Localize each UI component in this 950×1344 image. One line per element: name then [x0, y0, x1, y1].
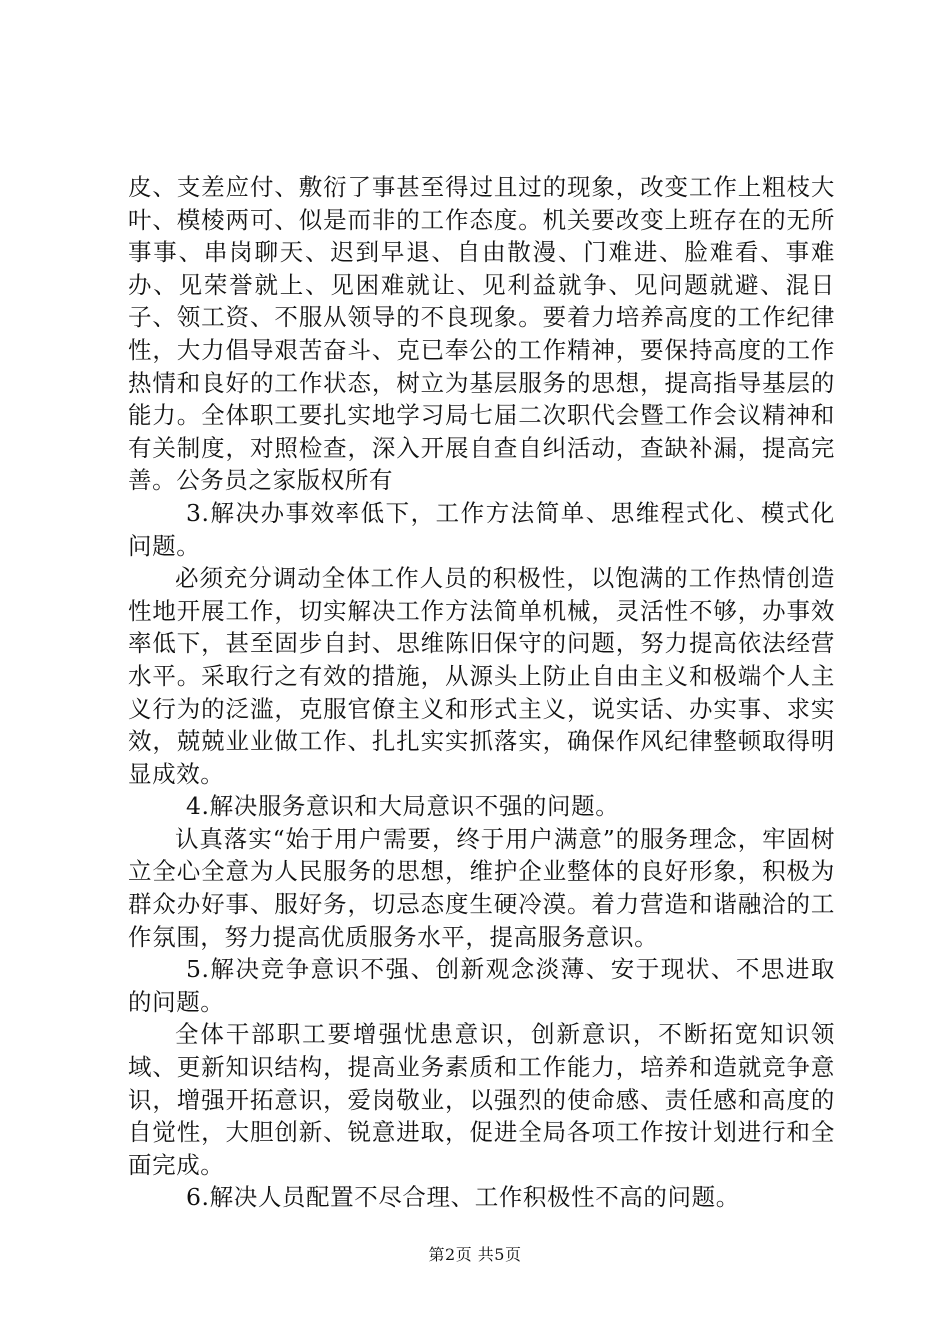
paragraph-continued-discipline: 皮、支差应付、敷衍了事甚至得过且过的现象，改变工作上粗枝大叶、模棱两可、似是而非的工作态度。机关要改变上班存在的无所事事、串岗聊天、迟到早退、自由散漫、门难进、脸难看、事难办、见荣誉就上、见困难就让、见利益就争、见问题就避、混日子、领工资、不服从领导的不良现象。要着力培养高度的工作纪律性，大力倡导艰苦奋斗、克已奉公的工作精神，要保持高度的工作热情和良好的工作状态，树立为基层服务的思想，提高指导基层的能力。全体职工要扎实地学习局七届二次职代会暨工作会议精神和有关制度，对照检查，深入开展自查自纠活动，查缺补漏，提高完善。公务员之家版权所有: [128, 173, 835, 495]
section-heading-5: 5.解决竞争意识不强、创新观念淡薄、安于现状、不思进取的问题。: [128, 955, 835, 1016]
paragraph-innovation: 全体干部职工要增强忧患意识，创新意识，不断拓宽知识领域、更新知识结构，提高业务素质和工作能力，培养和造就竞争意识，增强开拓意识，爱岗敬业，以强烈的使命感、责任感和高度的自觉性，大胆创新、锐意进取，促进全局各项工作按计划进行和全面完成。: [128, 1020, 835, 1179]
page-number-footer: 第2页 共5页: [428, 1245, 522, 1264]
paragraph-service: 认真落实“始于用户需要，终于用户满意”的服务理念，牢固树立全心全意为人民服务的思想，维护企业整体的良好形象，积极为群众办好事、服好务，切忌态度生硬冷漠。着力营造和谐融洽的工作氛围，努力提高优质服务水平，提高服务意识。: [128, 824, 835, 951]
paragraph-efficiency: 必须充分调动全体工作人员的积极性，以饱满的工作热情创造性地开展工作，切实解决工作方法简单机械，灵活性不够，办事效率低下，甚至固步自封、思维陈旧保守的问题，努力提高依法经营水平。采取行之有效的措施，从源头上防止自由主义和极端个人主义行为的泛滥，克服官僚主义和形式主义，说实话、办实事、求实效，兢兢业业做工作、扎扎实实抓落实，确保作风纪律整顿取得明显成效。: [128, 564, 835, 788]
section-heading-6: 6.解决人员配置不尽合理、工作积极性不高的问题。: [186, 1183, 740, 1212]
document-body: [128, 171, 835, 1214]
section-heading-4: 4.解决服务意识和大局意识不强的问题。: [186, 792, 620, 821]
section-heading-3: 3.解决办事效率低下，工作方法简单、思维程式化、模式化问题。: [128, 498, 835, 560]
